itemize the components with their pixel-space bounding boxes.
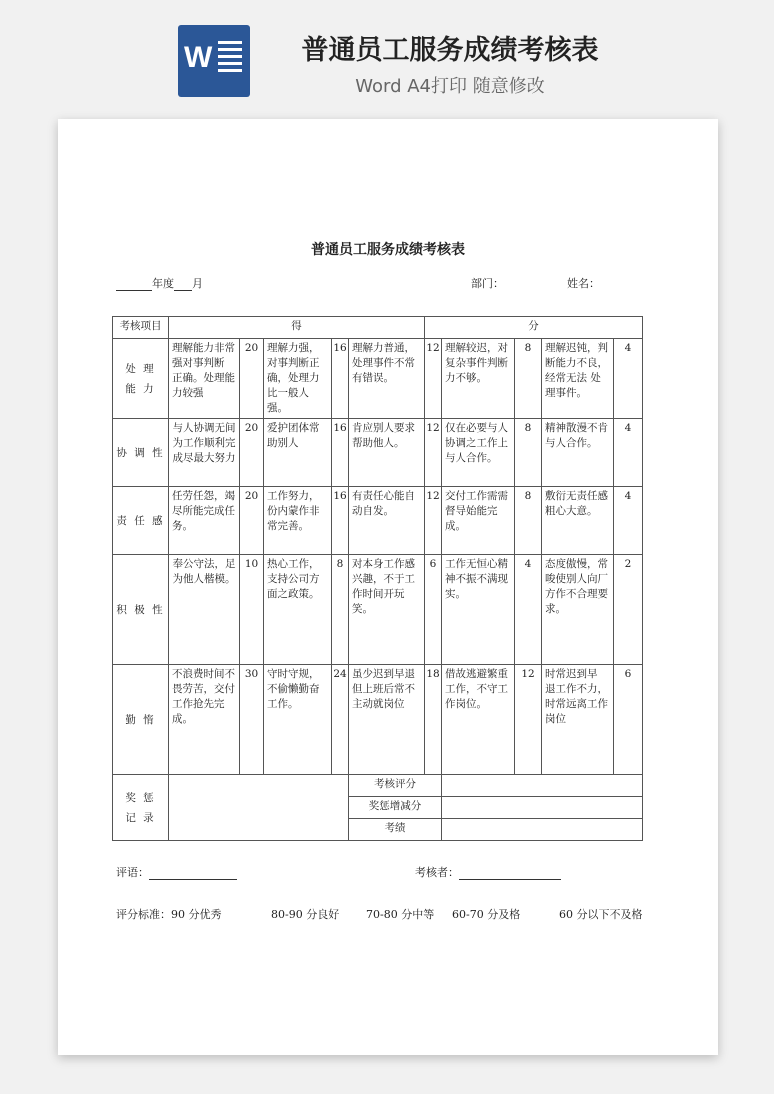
standard-pass: 60-70 分及格 bbox=[452, 908, 521, 921]
department-label: 部门： bbox=[471, 277, 504, 290]
level-score: 10 bbox=[240, 555, 264, 665]
word-icon-letter: W bbox=[184, 41, 213, 74]
level-text: 借故逃避繁重工作，不守工作岗位。 bbox=[442, 665, 515, 775]
comment-label: 评语： bbox=[116, 866, 149, 879]
banner-title: 普通员工服务成绩考核表 bbox=[301, 35, 599, 66]
document-title: 普通员工服务成绩考核表 bbox=[311, 242, 465, 258]
level-text: 态度傲慢，常唆使别人向厂方作不合理要求。 bbox=[542, 555, 614, 665]
year-month-line bbox=[116, 275, 203, 291]
performance-cell bbox=[442, 819, 643, 841]
level-text: 理解能力非常强对事判断 正确。处理能力较强 bbox=[169, 339, 240, 419]
level-text: 理解力强，对事判断正确，处理力比一般人强。 bbox=[264, 339, 332, 419]
word-document-icon bbox=[178, 25, 250, 97]
banner bbox=[0, 0, 774, 110]
level-text: 爱护团体常助别人 bbox=[264, 419, 332, 487]
level-score: 12 bbox=[515, 665, 542, 775]
level-score: 12 bbox=[425, 339, 442, 419]
row-item-label: 协 调 性 bbox=[113, 419, 169, 487]
level-score: 16 bbox=[332, 487, 349, 555]
row-item-label: 责 任 感 bbox=[113, 487, 169, 555]
level-text: 对本身工作感兴趣，不于工作时间开玩笑。 bbox=[349, 555, 425, 665]
level-score: 30 bbox=[240, 665, 264, 775]
level-text: 有责任心能自动自发。 bbox=[349, 487, 425, 555]
level-text: 守时守规，不偷懒勤奋工作。 bbox=[264, 665, 332, 775]
level-score: 18 bbox=[425, 665, 442, 775]
reward-row bbox=[113, 775, 643, 797]
level-score: 8 bbox=[515, 487, 542, 555]
assessor-line bbox=[415, 864, 561, 880]
header-score-2: 分 bbox=[425, 317, 643, 339]
level-score: 6 bbox=[614, 665, 643, 775]
month-label: 月 bbox=[192, 277, 203, 290]
assessment-score-label: 考核评分 bbox=[349, 775, 442, 797]
level-score: 20 bbox=[240, 487, 264, 555]
standard-excellent: 评分标准：90 分优秀 bbox=[116, 908, 222, 921]
reward-adjust-cell bbox=[442, 797, 643, 819]
level-score: 2 bbox=[614, 555, 643, 665]
level-text: 与人协调无间为工作顺利完成尽最大努力 bbox=[169, 419, 240, 487]
name-label: 姓名： bbox=[567, 277, 600, 290]
level-text: 时常迟到早 退工作不力，时常远离工作岗位 bbox=[542, 665, 614, 775]
performance-label: 考绩 bbox=[349, 819, 442, 841]
level-text: 任劳任怨，竭尽所能完成任务。 bbox=[169, 487, 240, 555]
standard-average: 70-80 分中等 bbox=[366, 908, 435, 921]
comment-line bbox=[116, 864, 237, 880]
banner-subtitle: Word A4打印 随意修改 bbox=[355, 76, 545, 97]
level-score: 4 bbox=[614, 419, 643, 487]
level-score: 20 bbox=[240, 339, 264, 419]
level-score: 4 bbox=[614, 487, 643, 555]
level-score: 20 bbox=[240, 419, 264, 487]
level-text: 精神散漫不肯与人合作。 bbox=[542, 419, 614, 487]
header-score-1: 得 bbox=[169, 317, 425, 339]
year-label: 年度 bbox=[152, 277, 174, 290]
level-score: 8 bbox=[515, 339, 542, 419]
month-blank bbox=[174, 278, 192, 291]
reward-record-cell bbox=[169, 775, 349, 841]
word-icon-lines bbox=[218, 41, 242, 76]
level-text: 理解力普通，处理事件不常有错误。 bbox=[349, 339, 425, 419]
reward-label: 奖 惩 记 录 bbox=[113, 775, 169, 841]
level-text: 不浪费时间不畏劳苦，交付工作抢先完成。 bbox=[169, 665, 240, 775]
row-item-label: 勤 惰 bbox=[113, 665, 169, 775]
level-text: 理解迟钝，判断能力不良，经常无法 处理事件。 bbox=[542, 339, 614, 419]
level-score: 6 bbox=[425, 555, 442, 665]
level-text: 肯应别人要求帮助他人。 bbox=[349, 419, 425, 487]
assessment-score-cell bbox=[442, 775, 643, 797]
document-page bbox=[58, 119, 718, 1055]
year-blank bbox=[116, 278, 152, 291]
level-score: 12 bbox=[425, 419, 442, 487]
row-item-label: 积 极 性 bbox=[113, 555, 169, 665]
table-row bbox=[113, 555, 643, 665]
assessment-table bbox=[112, 316, 643, 841]
header-item: 考核项目 bbox=[113, 317, 169, 339]
comment-blank bbox=[149, 867, 237, 880]
table-row bbox=[113, 487, 643, 555]
level-text: 仅在必要与人协调之工作上与人合作。 bbox=[442, 419, 515, 487]
level-score: 12 bbox=[425, 487, 442, 555]
table-row bbox=[113, 665, 643, 775]
level-text: 理解较迟，对复杂事件判断力不够。 bbox=[442, 339, 515, 419]
level-text: 工作无恒心精神不振不满现实。 bbox=[442, 555, 515, 665]
level-score: 16 bbox=[332, 339, 349, 419]
level-text: 敷衍无责任感粗心大意。 bbox=[542, 487, 614, 555]
level-score: 24 bbox=[332, 665, 349, 775]
table-row bbox=[113, 339, 643, 419]
assessor-blank bbox=[459, 867, 561, 880]
table-row bbox=[113, 419, 643, 487]
level-text: 热心工作，支持公司方面之政策。 bbox=[264, 555, 332, 665]
level-text: 交付工作需需督导始能完成。 bbox=[442, 487, 515, 555]
level-text: 虽少迟到早退但上班后常不主动就岗位 bbox=[349, 665, 425, 775]
row-item-label: 处 理 能 力 bbox=[113, 339, 169, 419]
reward-adjust-label: 奖惩增减分 bbox=[349, 797, 442, 819]
table-header-row bbox=[113, 317, 643, 339]
level-score: 8 bbox=[332, 555, 349, 665]
level-score: 16 bbox=[332, 419, 349, 487]
standard-good: 80-90 分良好 bbox=[271, 908, 340, 921]
level-text: 奉公守法，足为他人楷模。 bbox=[169, 555, 240, 665]
level-text: 工作努力，份内蒙作非常完善。 bbox=[264, 487, 332, 555]
level-score: 4 bbox=[515, 555, 542, 665]
standard-fail: 60 分以下不及格 bbox=[559, 908, 643, 921]
assessor-label: 考核者： bbox=[415, 866, 459, 879]
level-score: 8 bbox=[515, 419, 542, 487]
level-score: 4 bbox=[614, 339, 643, 419]
